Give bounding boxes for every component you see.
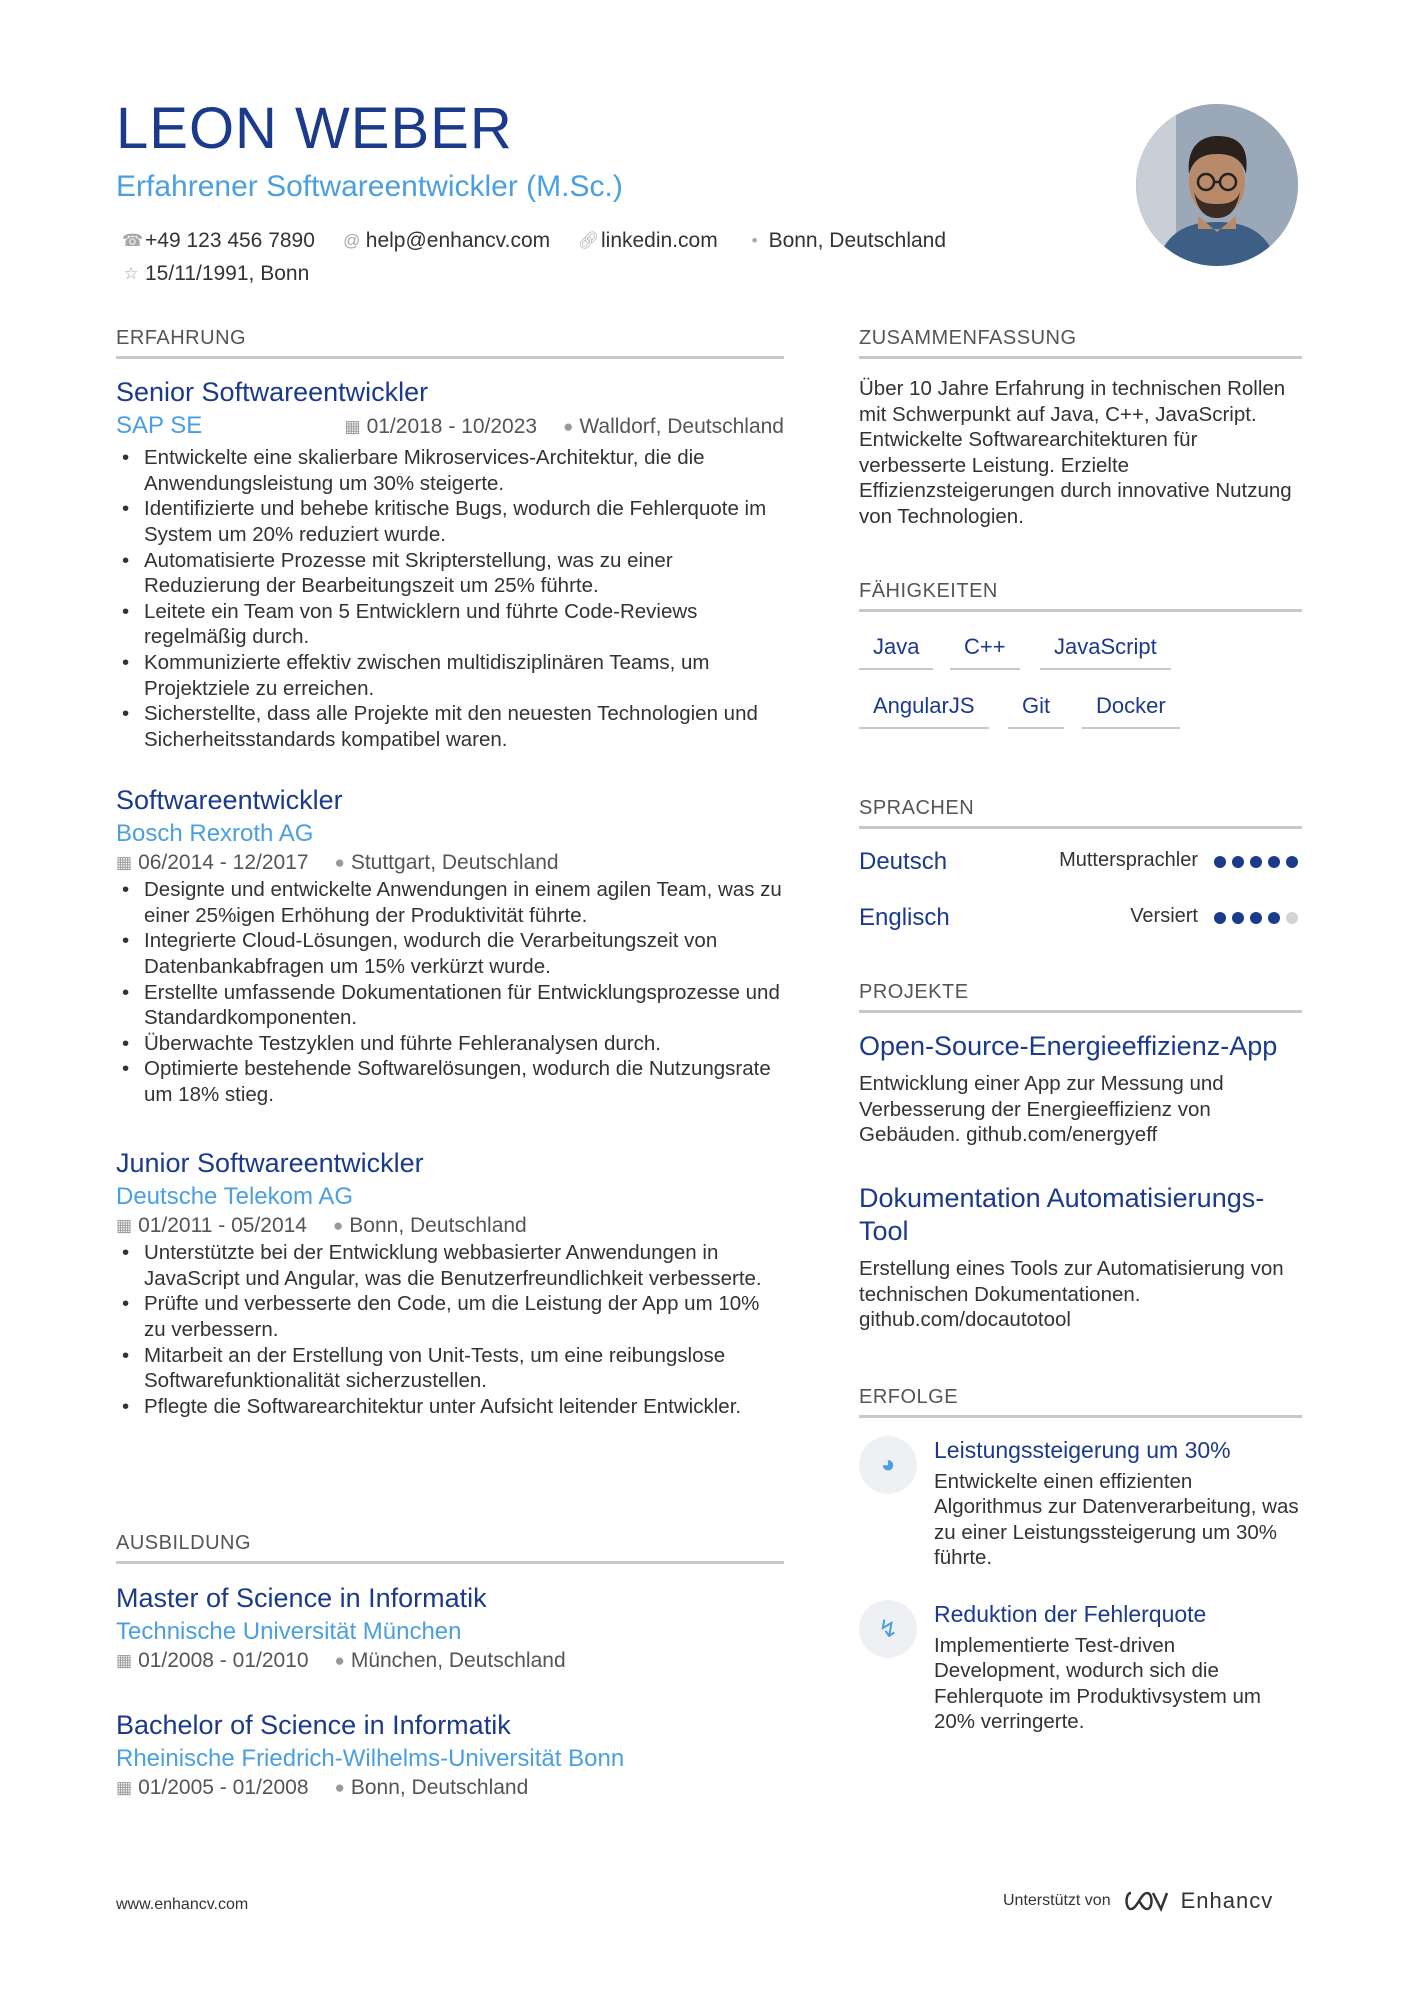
- bullet: • Überwachte Testzyklen und führte Fehleranalysen durch.: [116, 1031, 784, 1057]
- rating-dot: [1250, 856, 1262, 868]
- skill-tag: AngularJS: [859, 693, 989, 729]
- school-name: Technische Universität München: [116, 1618, 462, 1646]
- job-bullets: [116, 445, 784, 752]
- job-dates: 01/2018 - 10/2023: [366, 414, 538, 438]
- calendar-icon: ▦: [344, 416, 361, 436]
- bullet: • Sicherstellte, dass alle Projekte mit den neuesten Technologien und Sicherheitsstandards kompatibel waren.: [116, 701, 784, 752]
- section-achievements: ERFOLGE: [859, 1386, 1302, 1418]
- project-entry: [859, 1030, 1302, 1148]
- star-icon: ☆: [123, 264, 139, 283]
- bullet: • Leitete ein Team von 5 Entwicklern und führte Code-Reviews regelmäßig durch.: [116, 599, 784, 650]
- rating-dot: [1268, 856, 1280, 868]
- job-entry: [116, 376, 784, 752]
- linkedin[interactable]: 🔗︎ linkedin.com: [578, 225, 718, 257]
- contact-info: [122, 224, 1022, 290]
- section-experience: ERFAHRUNG: [116, 327, 784, 359]
- calendar-icon: ▦: [116, 1778, 133, 1798]
- achievement-description: Entwickelte einen effizienten Algorithmus zur Datenverarbeitung, was zu einer Leistungssteigerung um 30% führte.: [934, 1469, 1299, 1570]
- skill-tag: JavaScript: [1040, 634, 1171, 670]
- job-bullets: [116, 1240, 784, 1419]
- section-skills: FÄHIGKEITEN: [859, 580, 1302, 612]
- job-dates: 01/2011 - 05/2014: [138, 1214, 307, 1238]
- education-location: München, Deutschland: [350, 1649, 566, 1673]
- skill-tag: Java: [859, 634, 933, 670]
- language-rating: [1214, 856, 1298, 868]
- brand-name: Enhancv: [1180, 1888, 1274, 1913]
- bullet: • Designte und entwickelte Anwendungen in einem agilen Team, was zu einer 25%igen Erhöhung der Produktivität führte.: [116, 877, 784, 928]
- job-bullets: [116, 877, 784, 1107]
- skill-tag: C++: [950, 634, 1020, 670]
- bullet: • Entwickelte eine skalierbare Mikroservices-Architektur, die die Anwendungsleistung um 30% steigerte.: [116, 445, 784, 496]
- bullet: • Automatisierte Prozesse mit Skripterstellung, was zu einer Reduzierung der Bearbeitungszeit um 25% führte.: [116, 548, 784, 599]
- footer-website[interactable]: www.enhancv.com: [116, 1896, 249, 1913]
- email[interactable]: @ help@enhancv.com: [343, 225, 550, 257]
- education-dates: 01/2008 - 01/2010: [138, 1649, 309, 1673]
- rating-dot: [1214, 856, 1226, 868]
- rating-dot: [1232, 912, 1244, 924]
- candidate-name: LEON WEBER: [116, 96, 513, 161]
- job-entry: [116, 784, 784, 1108]
- rating-dot: [1214, 912, 1226, 924]
- project-entry: [859, 1182, 1302, 1333]
- section-projects: PROJEKTE: [859, 981, 1302, 1013]
- bullet: • Optimierte bestehende Softwarelösungen, wodurch die Nutzungsrate um 18% stieg.: [116, 1056, 784, 1107]
- job-location: Bonn, Deutschland: [349, 1214, 527, 1238]
- lightning-icon: ↯: [859, 1600, 917, 1658]
- calendar-icon: ▦: [116, 1651, 133, 1671]
- bullet: • Unterstützte bei der Entwicklung webbasierter Anwendungen in JavaScript und Angular, was die Benutzerfreundlichkeit verbesserte.: [116, 1240, 784, 1291]
- brain-icon: ◕: [859, 1436, 917, 1494]
- achievement-description: Implementierte Test-driven Development, wodurch sich die Fehlerquote im Produktivsystem um 20% verringerte.: [934, 1633, 1261, 1734]
- job-title: Softwareentwickler: [116, 785, 343, 815]
- school-name: Rheinische Friedrich-Wilhelms-Universität Bonn: [116, 1745, 625, 1773]
- skill-tag: Docker: [1082, 693, 1180, 729]
- company-name: SAP SE: [116, 412, 203, 440]
- language-name: Englisch: [859, 904, 950, 931]
- location: • Bonn, Deutschland: [746, 225, 946, 257]
- language-level: Muttersprachler: [1059, 849, 1198, 871]
- bullet: • Mitarbeit an der Erstellung von Unit-Tests, um eine reibungslose Softwarefunktionalität sicherzustellen.: [116, 1343, 784, 1394]
- rating-dot: [1232, 856, 1244, 868]
- enhancv-logo-icon: [1123, 1889, 1169, 1913]
- achievement-title: Leistungssteigerung um 30%: [934, 1437, 1231, 1463]
- section-education: AUSBILDUNG: [116, 1532, 784, 1564]
- project-title: Dokumentation Automatisierungs-: [859, 1183, 1265, 1213]
- bullet: • Integrierte Cloud-Lösungen, wodurch die Verarbeitungszeit von Datenbankabfragen um 15% verkürzt wurde.: [116, 928, 784, 979]
- company-name: Deutsche Telekom AG: [116, 1183, 354, 1211]
- rating-dot: [1268, 912, 1280, 924]
- language-rating: [1214, 912, 1298, 924]
- education-dates: 01/2005 - 01/2008: [138, 1776, 309, 1800]
- section-languages: SPRACHEN: [859, 797, 1302, 829]
- at-icon: @: [343, 231, 361, 250]
- project-description: Entwicklung einer App zur Messung und Verbesserung der Energieeffizienz von Gebäuden. github.com/energyeff: [859, 1072, 1224, 1147]
- language-level: Versiert: [1130, 905, 1198, 927]
- bullet: • Pflegte die Softwarearchitektur unter Aufsicht leitender Entwickler.: [116, 1394, 784, 1420]
- bullet: • Prüfte und verbesserte den Code, um die Leistung der App um 10% zu verbessern.: [116, 1291, 784, 1342]
- degree-title: Bachelor of Science in Informatik: [116, 1710, 511, 1740]
- powered-by-text: Unterstützt von: [1003, 1892, 1111, 1909]
- location-pin-icon: ●: [334, 853, 345, 873]
- bullet: • Identifizierte und behebe kritische Bugs, wodurch die Fehlerquote im System um 20% reduziert wurde.: [116, 496, 784, 547]
- project-description: Erstellung eines Tools zur Automatisierung von technischen Dokumentationen. github.com/docautotool: [859, 1257, 1284, 1332]
- birth-info: ☆ 15/11/1991, Bonn: [122, 258, 309, 290]
- profile-photo: [1136, 104, 1298, 266]
- rating-dot: [1250, 912, 1262, 924]
- project-title: Open-Source-Energieeffizienz-App: [859, 1031, 1278, 1061]
- location-pin-icon: •: [751, 231, 758, 250]
- rating-dot: [1286, 912, 1298, 924]
- job-location: Walldorf, Deutschland: [579, 414, 784, 438]
- job-location: Stuttgart, Deutschland: [350, 851, 559, 875]
- link-icon: 🔗︎: [577, 231, 600, 250]
- section-summary: ZUSAMMENFASSUNG: [859, 327, 1302, 359]
- job-title: Junior Softwareentwickler: [116, 1148, 424, 1178]
- job-entry: [116, 1147, 784, 1419]
- achievement-entry: [934, 1437, 1304, 1571]
- footer-branding: [1003, 1888, 1273, 1914]
- achievement-entry: [934, 1601, 1304, 1735]
- candidate-title: Erfahrener Softwareentwickler (M.Sc.): [116, 170, 623, 203]
- education-entry: [116, 1582, 784, 1673]
- rating-dot: [1286, 856, 1298, 868]
- location-pin-icon: ●: [334, 1651, 345, 1671]
- company-name: Bosch Rexroth AG: [116, 820, 314, 848]
- calendar-icon: ▦: [116, 1216, 133, 1236]
- job-title: Senior Softwareentwickler: [116, 377, 429, 407]
- summary-text: Über 10 Jahre Erfahrung in technischen Rollen mit Schwerpunkt auf Java, C++, JavaScript. Entwickelte Softwarearchitekturen für verbesserte Leistung. Erzielte Effizienzsteigerungen durch innovative Nutzung von Technologien.: [859, 377, 1292, 528]
- language-name: Deutsch: [859, 848, 948, 875]
- calendar-icon: ▦: [116, 853, 133, 873]
- job-dates: 06/2014 - 12/2017: [138, 851, 309, 875]
- phone[interactable]: ☎ +49 123 456 7890: [122, 225, 315, 257]
- location-pin-icon: ●: [334, 1778, 345, 1798]
- location-pin-icon: ●: [563, 416, 574, 436]
- bullet: • Erstellte umfassende Dokumentationen für Entwicklungsprozesse und Standardkomponenten.: [116, 980, 784, 1031]
- project-title-cont: Tool: [859, 1216, 909, 1246]
- location-pin-icon: ●: [333, 1216, 344, 1236]
- education-location: Bonn, Deutschland: [350, 1776, 529, 1800]
- achievement-title: Reduktion der Fehlerquote: [934, 1601, 1207, 1627]
- bullet: • Kommunizierte effektiv zwischen multidisziplinären Teams, um Projektziele zu erreichen.: [116, 650, 784, 701]
- education-entry: [116, 1709, 784, 1800]
- phone-icon: ☎: [122, 231, 144, 250]
- skill-tag: Git: [1008, 693, 1064, 729]
- degree-title: Master of Science in Informatik: [116, 1583, 487, 1613]
